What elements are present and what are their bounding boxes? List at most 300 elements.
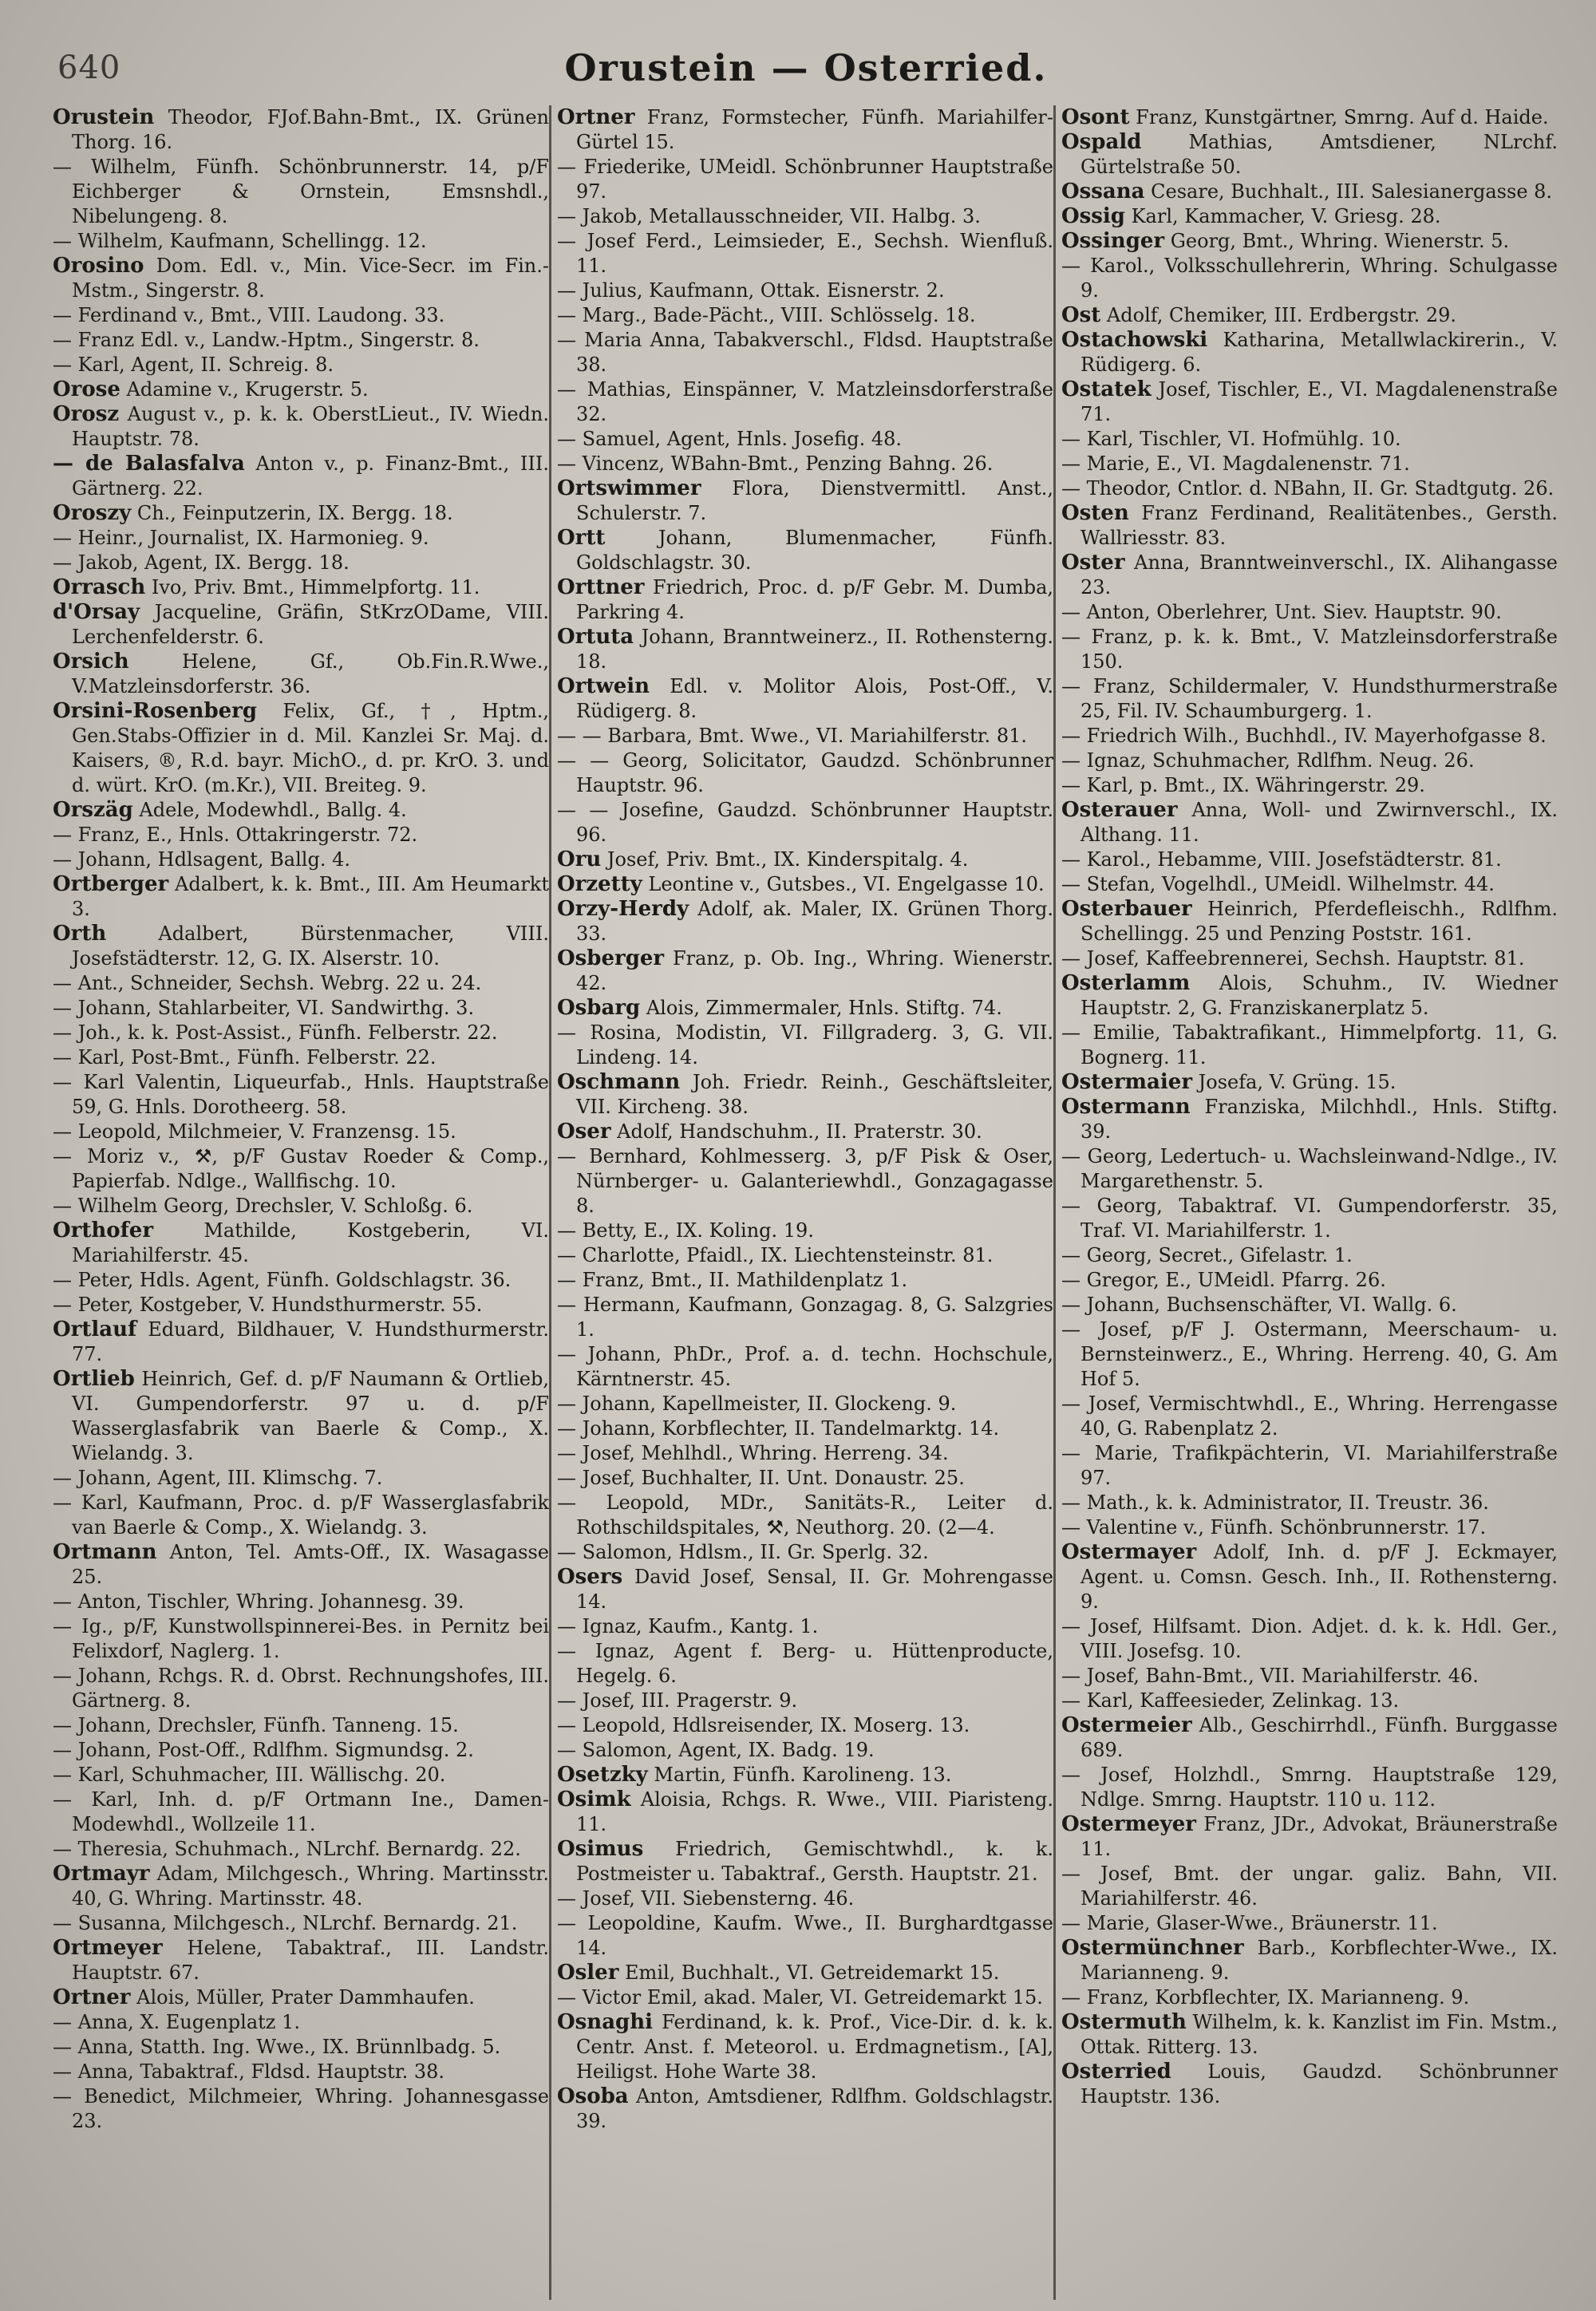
entry-details: Ivo, Priv. Bmt., Himmelpfortg. 11. — [145, 576, 480, 598]
entry-details: — Salomon, Agent, IX. Badg. 19. — [557, 1739, 875, 1761]
entry-details: — Anna, Tabaktraf., Fldsd. Hauptstr. 38. — [53, 2060, 445, 2083]
directory-entry — [53, 1540, 549, 1590]
directory-entry — [557, 674, 1053, 724]
entry-details: — Leopold, Hdlsreisender, IX. Moserg. 13. — [557, 1714, 970, 1736]
entry-details: — Karl, Schuhmacher, III. Wällischg. 20. — [53, 1764, 446, 1786]
directory-entry — [1061, 1243, 1558, 1268]
entry-details: Josef, Tischler, E., VI. Magdalenenstraße 71. — [1080, 378, 1558, 425]
directory-entry — [557, 1565, 1053, 1614]
directory-entry — [557, 155, 1053, 204]
column-right — [1061, 105, 1558, 2300]
entry-details: — Susanna, Milchgesch., NLrchf. Bernardg. 21. — [53, 1912, 518, 1934]
directory-entry — [1061, 1515, 1558, 1540]
entry-surname: Ossana — [1061, 180, 1145, 203]
entry-surname: Ortlieb — [53, 1367, 135, 1391]
column-divider — [549, 105, 551, 2300]
directory-entry — [557, 625, 1053, 674]
directory-entry — [1061, 1763, 1558, 1812]
entry-details: — Valentine v., Fünfh. Schönbrunnerstr. 17. — [1061, 1516, 1487, 1539]
entry-details: Alois, Schuhm., IV. Wiedner Hauptstr. 2, G. Franziskanerplatz 5. — [1080, 972, 1558, 1019]
entry-details: — Ignaz, Agent f. Berg- u. Hüttenproducte, Hegelg. 6. — [557, 1640, 1053, 1687]
entry-details: Ferdinand, k. k. Prof., Vice-Dir. d. k. k. Centr. Anst. f. Meteorol. u. Erdmagnetism., [A], Heiligst. Hohe Warte 38. — [576, 2011, 1053, 2083]
entry-details: — Josef, Hilfsamt. Dion. Adjet. d. k. k. Hdl. Ger., VIII. Josefsg. 10. — [1061, 1615, 1558, 1662]
directory-entry — [1061, 1540, 1558, 1614]
directory-entry — [557, 1837, 1053, 1886]
entry-details: — Josef, Bmt. der ungar. galiz. Bahn, VII. Mariahilferstr. 46. — [1061, 1863, 1558, 1910]
entry-surname: Oschmann — [557, 1070, 681, 1094]
directory-entry — [53, 1021, 549, 1045]
entry-details: — Leopold, MDr., Sanitäts-R., Leiter d. Rothschildspitales, ⚒, Neuthorg. 20. (2—4. — [557, 1491, 1053, 1539]
entry-details: — Anna, X. Eugenplatz 1. — [53, 2011, 300, 2033]
directory-entry — [53, 1045, 549, 1070]
entry-details: Eduard, Bildhauer, V. Hundsthurmerstr. 77. — [72, 1318, 549, 1365]
page-header — [48, 46, 1564, 102]
entry-surname: Orrasch — [53, 575, 146, 599]
entry-details: — Josef, Vermischtwhdl., E., Whring. Herrengasse 40, G. Rabenplatz 2. — [1061, 1393, 1558, 1440]
directory-entry — [557, 1342, 1053, 1392]
entry-details: — Samuel, Agent, Hnls. Josefig. 48. — [557, 428, 903, 450]
directory-entry — [53, 1763, 549, 1788]
entry-surname: Oster — [1061, 551, 1125, 575]
entry-details: — Friederike, UMeidl. Schönbrunner Hauptstraße 97. — [557, 156, 1053, 203]
directory-entry — [53, 328, 549, 353]
entry-details: Louis, Gaudzd. Schönbrunner Hauptstr. 136. — [1080, 2060, 1558, 2108]
entry-details: — Wilhelm, Fünfh. Schönbrunnerstr. 14, p/F Eichberger & Ornstein, Emsnshdl., Nibelungeng. 8. — [53, 156, 549, 227]
directory-entry — [53, 1985, 549, 2010]
directory-entry — [53, 1367, 549, 1466]
directory-entry — [1061, 847, 1558, 872]
entry-details: — Johann, Post-Off., Rdlfhm. Sigmundsg. 2. — [53, 1739, 474, 1761]
entry-details: Alois, Zimmermaler, Hnls. Stiftg. 74. — [640, 997, 1002, 1019]
entry-details: Flora, Dienstvermittl. Anst., Schulerstr. 7. — [576, 477, 1053, 524]
directory-entry — [1061, 625, 1558, 674]
entry-surname: Orthofer — [53, 1219, 154, 1242]
entry-details: — Heinr., Journalist, IX. Harmonieg. 9. — [53, 527, 429, 549]
directory-entry — [53, 1788, 549, 1837]
directory-entry — [53, 1614, 549, 1664]
directory-entry — [53, 551, 549, 575]
entry-details: — Moriz v., ⚒, p/F Gustav Roeder & Comp., Papierfab. Ndlge., Wallfischg. 10. — [53, 1145, 549, 1192]
directory-entry — [1061, 377, 1558, 427]
directory-entry — [1061, 1144, 1558, 1194]
entry-surname: Osers — [557, 1565, 623, 1589]
entry-surname: Osoba — [557, 2084, 629, 2108]
directory-entry — [1061, 1095, 1558, 1144]
entry-details: Wilhelm, k. k. Kanzlist im Fin. Mstm., Ottak. Ritterg. 13. — [1080, 2011, 1558, 2058]
entry-details: Alois, Müller, Prater Dammhaufen. — [130, 1986, 475, 2009]
entry-details: — Josef, Mehlhdl., Whring. Herreng. 34. — [557, 1442, 949, 1464]
entry-surname: Orszäg — [53, 798, 133, 822]
entry-details: Theodor, FJof.Bahn-Bmt., IX. Grünen Thorg. 16. — [72, 106, 549, 153]
entry-details: — — Josefine, Gaudzd. Schönbrunner Hauptstr. 96. — [557, 799, 1053, 846]
directory-entry — [53, 1070, 549, 1120]
entry-surname: Ostermünchner — [1061, 1936, 1244, 1960]
column-divider — [1053, 105, 1056, 2300]
directory-entry — [1061, 427, 1558, 452]
entry-details: Leontine v., Gutsbes., VI. Engelgasse 10. — [642, 873, 1045, 895]
directory-entry — [53, 823, 549, 847]
entry-surname: Osimus — [557, 1837, 644, 1861]
directory-entry — [1061, 946, 1558, 971]
entry-details: — Ant., Schneider, Sechsh. Webrg. 22 u. 24. — [53, 972, 482, 994]
entry-details: — Charlotte, Pfaidl., IX. Liechtensteinstr. 81. — [557, 1244, 994, 1266]
entry-surname: Osnaghi — [557, 2010, 653, 2034]
entry-details: — Josef, VII. Siebensterng. 46. — [557, 1887, 855, 1910]
directory-entry — [53, 1219, 549, 1268]
entry-surname: Ostermeyer — [1061, 1812, 1196, 1836]
directory-entry — [53, 1268, 549, 1293]
entry-details: Adele, Modewhdl., Ballg. 4. — [132, 799, 407, 821]
entry-details: — Joh., k. k. Post-Assist., Fünfh. Felberstr. 22. — [53, 1021, 498, 1044]
directory-entry — [53, 1862, 549, 1911]
directory-entry — [53, 922, 549, 971]
entry-details: — Karl, Kaufmann, Proc. d. p/F Wasserglasfabrik van Baerle & Comp., X. Wielandg. 3. — [53, 1491, 549, 1539]
directory-entry — [53, 1144, 549, 1194]
entry-details: — Peter, Kostgeber, V. Hundsthurmerstr. 55. — [53, 1294, 483, 1316]
running-title: Orustein — Osterried. — [564, 46, 1048, 89]
entry-details: — Karl, Post-Bmt., Fünfh. Felberstr. 22. — [53, 1046, 437, 1069]
directory-entry — [1061, 254, 1558, 303]
directory-entry — [53, 798, 549, 823]
entry-details: — Josef, p/F J. Ostermann, Meerschaum- u. Bernsteinwerz., E., Whring. Herreng. 40, G. Am Hof 5. — [1061, 1318, 1558, 1390]
entry-surname: Ortmeyer — [53, 1936, 163, 1960]
directory-entry — [1061, 180, 1558, 204]
entry-details: — Karl, Tischler, VI. Hofmühlg. 10. — [1061, 428, 1401, 450]
entry-surname: Oru — [557, 847, 602, 871]
entry-details: Karl, Kammacher, V. Griesg. 28. — [1124, 205, 1441, 227]
entry-details: Dom. Edl. v., Min. Vice-Secr. im Fin.-Mstm., Singerstr. 8. — [72, 255, 549, 302]
entry-details: Helene, Tabaktraf., III. Landstr. Hauptstr. 67. — [72, 1937, 549, 1984]
directory-entry — [53, 2060, 549, 2084]
entry-details: — Ferdinand v., Bmt., VIII. Laudong. 33. — [53, 304, 445, 326]
directory-entry — [1061, 1985, 1558, 2010]
entry-surname: Osbarg — [557, 996, 641, 1020]
entry-surname: Ortberger — [53, 872, 169, 896]
entry-surname: Osetzky — [557, 1763, 648, 1787]
directory-entry — [1061, 476, 1558, 501]
directory-entry — [1061, 1491, 1558, 1515]
directory-entry — [53, 1194, 549, 1219]
entry-details: — Josef, Holzhdl., Smrng. Hauptstraße 129, Ndlge. Smrng. Hauptstr. 110 u. 112. — [1061, 1764, 1558, 1811]
entry-details: Edl. v. Molitor Alois, Post-Off., V. Rüdigerg. 8. — [576, 675, 1053, 722]
directory-entry — [53, 2010, 549, 2035]
entry-surname: — de Balasfalva — [53, 452, 245, 476]
entry-details: Adolf, Chemiker, III. Erdbergstr. 29. — [1100, 304, 1457, 326]
entry-surname: Osberger — [557, 946, 665, 970]
entry-details: Joh. Friedr. Reinh., Geschäftsleiter, VII. Kircheng. 38. — [576, 1071, 1053, 1118]
entry-surname: Ost — [1061, 303, 1101, 327]
entry-details: August v., p. k. k. OberstLieut., IV. Wiedn. Hauptstr. 78. — [72, 403, 549, 450]
directory-entry — [53, 996, 549, 1021]
directory-entry — [1061, 1713, 1558, 1763]
entry-surname: Ortwein — [557, 674, 650, 698]
directory-entry — [1061, 897, 1558, 946]
entry-details: — Karol., Volksschullehrerin, Whring. Schulgasse 9. — [1061, 255, 1558, 302]
entry-details: — Josef, III. Pragerstr. 9. — [557, 1689, 798, 1712]
entry-surname: Ostermaier — [1061, 1070, 1193, 1094]
entry-details: Anton v., p. Finanz-Bmt., III. Gärtnerg. 22. — [72, 452, 549, 500]
entry-details: Anna, Woll- und Zwirnverschl., IX. Althang. 11. — [1080, 799, 1558, 846]
directory-entry — [53, 501, 549, 526]
entry-surname: Ortlauf — [53, 1317, 137, 1341]
entry-details: — Franz, E., Hnls. Ottakringerstr. 72. — [53, 824, 418, 846]
directory-entry — [1061, 1021, 1558, 1070]
entry-details: Mathilde, Kostgeberin, VI. Mariahilferstr. 45. — [72, 1219, 549, 1266]
directory-entry — [557, 2010, 1053, 2084]
directory-entry — [1061, 1812, 1558, 1862]
entry-details: — Josef, Kaffeebrennerei, Sechsh. Hauptstr. 81. — [1061, 947, 1525, 970]
entry-details: Katharina, Metallwlackirerin., V. Rüdigerg. 6. — [1080, 329, 1558, 376]
directory-entry — [53, 1837, 549, 1862]
entry-details: — Franz, Schildermaler, V. Hundsthurmerstraße 25, Fil. IV. Schaumburgerg. 1. — [1061, 675, 1558, 722]
entry-details: Jacqueline, Gräfin, StKrzODame, VIII. Lerchenfelderstr. 6. — [72, 601, 549, 648]
entry-details: — Josef, Buchhalter, II. Unt. Donaustr. 25. — [557, 1467, 965, 1489]
entry-details: Alb., Geschirrhdl., Fünfh. Burggasse 689. — [1080, 1714, 1558, 1761]
directory-entry — [557, 1491, 1053, 1540]
entry-details: Adam, Milchgesch., Whring. Martinsstr. 40, G. Whring. Martinsstr. 48. — [72, 1863, 549, 1910]
entry-details: — Franz, Korbflechter, IX. Marianneng. 9. — [1061, 1986, 1470, 2009]
entry-details: Adalbert, k. k. Bmt., III. Am Heumarkt 3. — [72, 873, 549, 920]
entry-details: Friedrich, Proc. d. p/F Gebr. M. Dumba, Parkring 4. — [576, 576, 1053, 623]
directory-entry — [557, 996, 1053, 1021]
directory-entry — [1061, 1070, 1558, 1095]
directory-entry — [1061, 105, 1558, 130]
directory-entry — [557, 575, 1053, 625]
column-left — [53, 105, 549, 2300]
directory-entry — [557, 1144, 1053, 1219]
entry-details: — Johann, Kapellmeister, II. Glockeng. 9. — [557, 1393, 957, 1415]
directory-entry — [1061, 2010, 1558, 2060]
entry-surname: Orosino — [53, 254, 144, 278]
entry-details: — Marie, Glaser-Wwe., Bräunerstr. 11. — [1061, 1912, 1438, 1934]
entry-details: — Franz, Bmt., II. Mathildenplatz 1. — [557, 1269, 908, 1291]
directory-entry — [1061, 872, 1558, 897]
directory-entry — [557, 229, 1053, 279]
directory-entry — [557, 476, 1053, 526]
directory-entry — [1061, 229, 1558, 254]
directory-entry — [557, 1021, 1053, 1070]
directory-entry — [1061, 1689, 1558, 1713]
entry-details: — Gregor, E., UMeidl. Pfarrg. 26. — [1061, 1269, 1386, 1291]
directory-entry — [557, 377, 1053, 427]
directory-entry — [557, 1689, 1053, 1713]
directory-entry — [1061, 749, 1558, 773]
entry-surname: Osten — [1061, 501, 1129, 525]
entry-details: — Stefan, Vogelhdl., UMeidl. Wilhelmstr. 44. — [1061, 873, 1495, 895]
directory-entry — [53, 847, 549, 872]
entry-surname: Ospald — [1061, 130, 1142, 154]
entry-details: — Anton, Tischler, Whring. Johannesg. 39. — [53, 1590, 464, 1613]
entry-details: Anton, Amtsdiener, Rdlfhm. Goldschlagstr. 39. — [576, 2085, 1053, 2132]
directory-entry — [557, 1120, 1053, 1144]
entry-details: — Mathias, Einspänner, V. Matzleinsdorferstraße 32. — [557, 378, 1053, 425]
entry-surname: Osterlamm — [1061, 971, 1191, 995]
directory-entry — [53, 1738, 549, 1763]
directory-entry — [1061, 1614, 1558, 1664]
entry-details: Adalbert, Bürstenmacher, VIII. Josefstädterstr. 12, G. IX. Alserstr. 10. — [72, 922, 549, 970]
directory-entry — [557, 749, 1053, 798]
entry-details: Heinrich, Gef. d. p/F Naumann & Ortlieb, VI. Gumpendorferstr. 97 u. d. p/F Wasserglasfabrik van Baerle & Comp., X. Wielandg. 3. — [72, 1368, 549, 1464]
entry-details: — Ig., p/F, Kunstwollspinnerei-Bes. in Pernitz bei Felixdorf, Naglerg. 1. — [53, 1615, 549, 1662]
directory-entry — [53, 1317, 549, 1367]
entry-details: — Johann, Rchgs. R. d. Obrst. Rechnungshofes, III. Gärtnerg. 8. — [53, 1665, 549, 1712]
directory-entry — [53, 1466, 549, 1491]
entry-surname: Osont — [1061, 105, 1130, 129]
directory-entry — [53, 971, 549, 996]
directory-entry — [557, 1639, 1053, 1689]
directory-entry — [1061, 1862, 1558, 1911]
directory-entry — [1061, 1441, 1558, 1491]
directory-entry — [53, 872, 549, 922]
entry-details: Anton, Tel. Amts-Off., IX. Wasagasse 25. — [72, 1541, 549, 1588]
entry-details: — Leopoldine, Kaufm. Wwe., II. Burghardtgasse 14. — [557, 1912, 1053, 1959]
entry-details: Franz, p. Ob. Ing., Whring. Wienerstr. 42. — [576, 947, 1053, 994]
directory-entry — [557, 1243, 1053, 1268]
entry-details: Franz Ferdinand, Realitätenbes., Gersth. Wallriesstr. 83. — [1080, 502, 1558, 549]
entry-surname: Orzetty — [557, 872, 642, 896]
entry-details: — Karol., Hebamme, VIII. Josefstädterstr. 81. — [1061, 848, 1502, 871]
directory-entry — [53, 1664, 549, 1713]
directory-entry — [1061, 600, 1558, 625]
entry-surname: Ostatek — [1061, 377, 1152, 401]
column-middle — [557, 105, 1053, 2300]
directory-entry — [1061, 1664, 1558, 1689]
entry-details: — Jakob, Agent, IX. Bergg. 18. — [53, 551, 350, 574]
entry-details: Georg, Bmt., Whring. Wienerstr. 5. — [1164, 230, 1510, 252]
directory-entry — [557, 303, 1053, 328]
entry-details: Adolf, Inh. d. p/F J. Eckmayer, Agent. u. Comsn. Gesch. Inh., II. Rothensterng. 9. — [1080, 1541, 1558, 1613]
entry-details: — Marie, Trafikpächterin, VI. Mariahilferstraße 97. — [1061, 1442, 1558, 1489]
entry-details: — Johann, Drechsler, Fünfh. Tanneng. 15. — [53, 1714, 459, 1736]
directory-entry — [53, 452, 549, 501]
entry-details: Heinrich, Pferdefleischh., Rdlfhm. Schellingg. 25 und Penzing Poststr. 161. — [1080, 898, 1558, 945]
directory-entry — [557, 1738, 1053, 1763]
entry-details: — Theodor, Cntlor. d. NBahn, II. Gr. Stadtgutg. 26. — [1061, 477, 1555, 500]
entry-details: — — Georg, Solicitator, Gaudzd. Schönbrunner Hauptstr. 96. — [557, 749, 1053, 796]
directory-entry — [1061, 971, 1558, 1021]
entry-details: — Georg, Ledertuch- u. Wachsleinwand-Ndlge., IV. Margarethenstr. 5. — [1061, 1145, 1558, 1192]
entry-details: — Karl, Kaffeesieder, Zelinkag. 13. — [1061, 1689, 1400, 1712]
entry-surname: Ostermayer — [1061, 1540, 1197, 1564]
entry-surname: Ortmann — [53, 1540, 157, 1564]
entry-surname: Osler — [557, 1961, 619, 1985]
directory-entry — [53, 254, 549, 303]
entry-details: — Emilie, Tabaktrafikant., Himmelpfortg. 11, G. Bognerg. 11. — [1061, 1021, 1558, 1069]
directory-entry — [53, 105, 549, 155]
directory-entry — [557, 204, 1053, 229]
entry-surname: Ossinger — [1061, 229, 1165, 253]
entry-details: — Karl, p. Bmt., IX. Währingerstr. 29. — [1061, 774, 1425, 796]
directory-entry — [557, 1219, 1053, 1243]
entry-surname: Ostermuth — [1061, 2010, 1187, 2034]
entry-details: — Math., k. k. Administrator, II. Treustr. 36. — [1061, 1491, 1489, 1514]
directory-entry — [1061, 724, 1558, 749]
entry-surname: Ortswimmer — [557, 476, 701, 500]
entry-details: Mathias, Amtsdiener, NLrchf. Gürtelstraße 50. — [1080, 131, 1558, 178]
entry-surname: Orth — [53, 922, 107, 946]
entry-surname: Ossig — [1061, 204, 1125, 228]
entry-details: — Hermann, Kaufmann, Gonzagag. 8, G. Salzgries 1. — [557, 1294, 1053, 1341]
entry-details: — Karl, Inh. d. p/F Ortmann Ine., Damen-Modewhdl., Wollzeile 11. — [53, 1788, 549, 1835]
entry-details: — Leopold, Milchmeier, V. Franzensg. 15. — [53, 1120, 456, 1143]
entry-details: — Peter, Hdls. Agent, Fünfh. Goldschlagstr. 36. — [53, 1269, 512, 1291]
entry-details: — Karl, Agent, II. Schreig. 8. — [53, 354, 334, 376]
directory-entry — [557, 1911, 1053, 1961]
entry-surname: Ostachowski — [1061, 328, 1208, 352]
entry-surname: Osterbauer — [1061, 897, 1192, 921]
directory-entry — [53, 1293, 549, 1317]
entry-details: — Johann, PhDr., Prof. a. d. techn. Hochschule, Kärntnerstr. 45. — [557, 1343, 1053, 1390]
directory-entry — [53, 600, 549, 650]
directory-entry — [1061, 1936, 1558, 1985]
directory-entry — [1061, 303, 1558, 328]
directory-entry — [1061, 452, 1558, 476]
directory-entry — [1061, 551, 1558, 600]
entry-details: — Georg, Tabaktraf. VI. Gumpendorferstr. 35, Traf. VI. Mariahilferstr. 1. — [1061, 1195, 1558, 1242]
directory-entry — [53, 526, 549, 551]
directory-entry — [557, 1416, 1053, 1441]
entry-details: — Ignaz, Schuhmacher, Rdlfhm. Neug. 26. — [1061, 749, 1475, 772]
directory-entry — [1061, 773, 1558, 798]
directory-entry — [1061, 1268, 1558, 1293]
entry-details: — Marg., Bade-Pächt., VIII. Schlösselg. 18. — [557, 304, 976, 326]
entry-details: — Johann, Hdlsagent, Ballg. 4. — [53, 848, 350, 871]
entry-details: Franz, Formstecher, Fünfh. Mariahilfer-Gürtel 15. — [576, 106, 1053, 153]
entry-details: — Franz Edl. v., Landw.-Hptm., Singerstr. 8. — [53, 329, 480, 351]
directory-entry — [557, 1268, 1053, 1293]
entry-details: — Wilhelm, Kaufmann, Schellingg. 12. — [53, 230, 427, 252]
directory-entry — [53, 229, 549, 254]
entry-details: Aloisia, Rchgs. R. Wwe., VIII. Piaristeng. 11. — [576, 1788, 1053, 1835]
entry-details: — Georg, Secret., Gifelastr. 1. — [1061, 1244, 1353, 1266]
directory-entry — [1061, 1293, 1558, 1317]
entry-details: Martin, Fünfh. Karolineng. 13. — [647, 1764, 952, 1786]
entry-surname: Orsini-Rosenberg — [53, 699, 258, 723]
entry-details: Josef, Priv. Bmt., IX. Kinderspitalg. 4. — [601, 848, 969, 871]
directory-entry — [53, 303, 549, 328]
entry-details: Ch., Feinputzerin, IX. Bergg. 18. — [131, 502, 453, 524]
entry-details: — Anna, Statth. Ing. Wwe., IX. Brünnlbadg. 5. — [53, 2036, 501, 2058]
directory-entry — [557, 1614, 1053, 1639]
directory-entry — [557, 1961, 1053, 1985]
entry-surname: Osterauer — [1061, 798, 1178, 822]
entry-surname: Orttner — [557, 575, 645, 599]
directory-entry — [1061, 130, 1558, 180]
directory-entry — [557, 946, 1053, 996]
directory-entry — [557, 1070, 1053, 1120]
entry-surname: Oroszy — [53, 501, 132, 525]
entry-details: Friedrich, Gemischtwhdl., k. k. Postmeister u. Tabaktraf., Gersth. Hauptstr. 21. — [576, 1838, 1053, 1885]
entry-details: Helene, Gf., Ob.Fin.R.Wwe., V.Matzleinsdorferstr. 36. — [72, 650, 549, 697]
entry-surname: Orosz — [53, 402, 120, 426]
directory-entry — [557, 1985, 1053, 2010]
entry-details: — Victor Emil, akad. Maler, VI. Getreidemarkt 15. — [557, 1986, 1043, 2009]
directory-entry — [1061, 1911, 1558, 1936]
directory-entry — [557, 1293, 1053, 1342]
entry-details: — Johann, Korbflechter, II. Tandelmarktg. 14. — [557, 1417, 1000, 1440]
entry-details: Franz, JDr., Advokat, Bräunerstraße 11. — [1080, 1813, 1558, 1860]
directory-entry — [557, 1763, 1053, 1788]
entry-details: Adamine v., Krugerstr. 5. — [120, 378, 369, 401]
entry-details: — Franz, p. k. k. Bmt., V. Matzleinsdorferstraße 150. — [1061, 626, 1558, 673]
entry-details: — Friedrich Wilh., Buchhdl., IV. Mayerhofgasse 8. — [1061, 725, 1547, 747]
entry-details: Felix, Gf., †, Hptm., Gen.Stabs-Offizier in d. Mil. Kanzlei Sr. Maj. d. Kaisers, ®, R.d. bayr. MichO., d. pr. KrO. 3. und d. würt. KrO. (m.Kr.), VII. Breiteg. 9. — [72, 700, 549, 796]
entry-surname: Ortt — [557, 526, 606, 550]
entry-details: Franziska, Milchhdl., Hnls. Stiftg. 39. — [1080, 1096, 1558, 1143]
entry-surname: Orustein — [53, 105, 155, 129]
entry-surname: Ortmayr — [53, 1862, 150, 1886]
entry-details: Anna, Branntweinverschl., IX. Alihangasse 23. — [1080, 551, 1558, 598]
